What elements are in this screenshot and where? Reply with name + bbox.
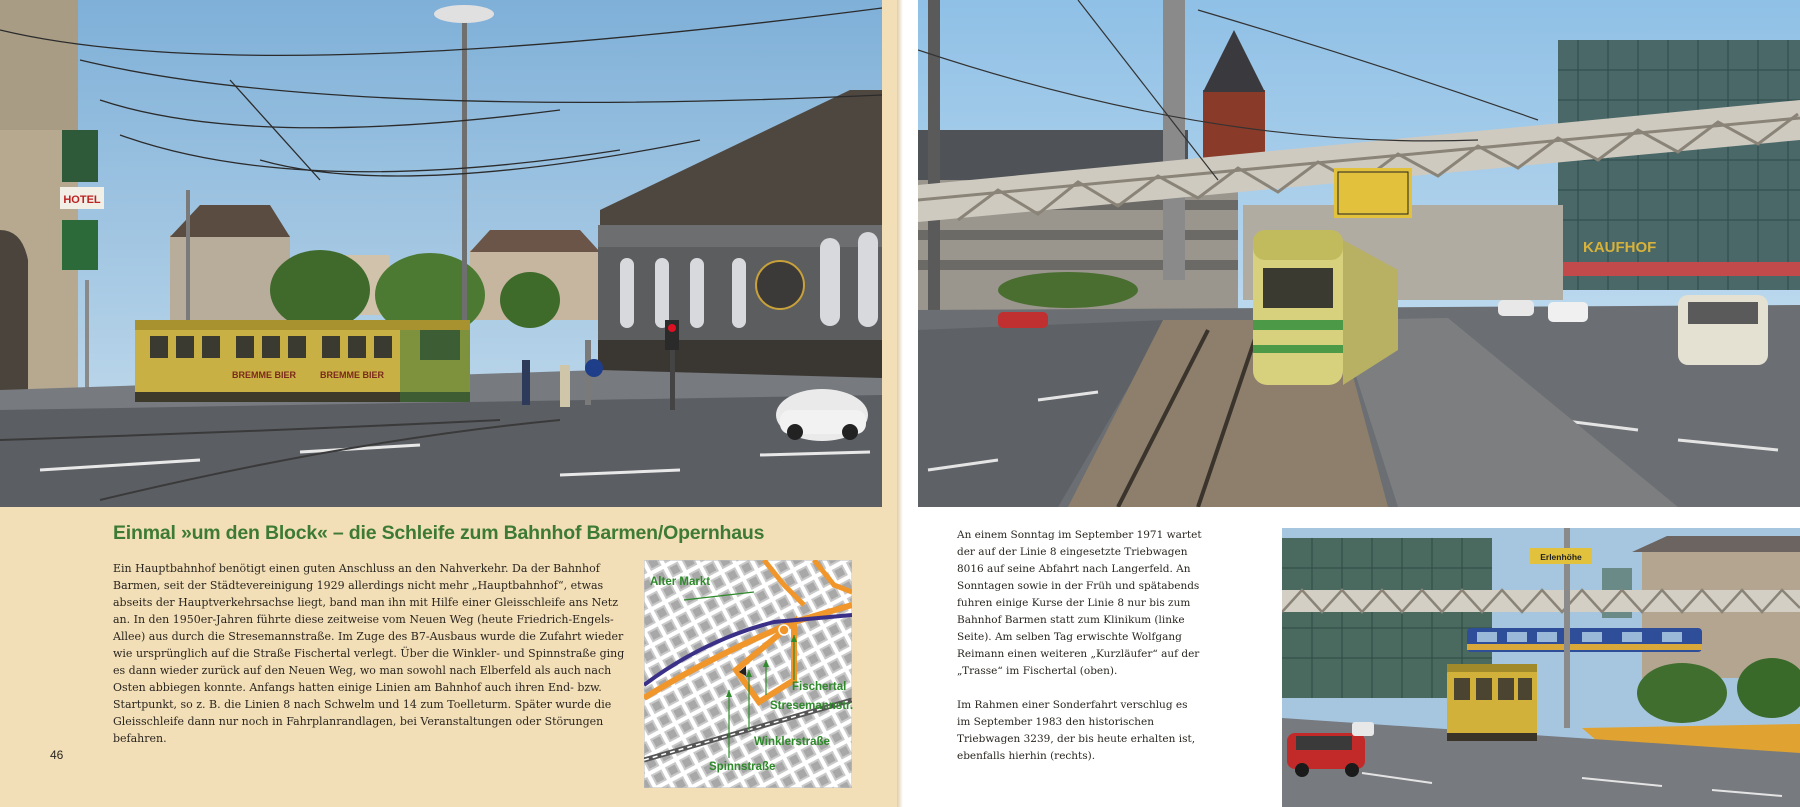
- map-label-spinnstrasse: Spinnstraße: [709, 761, 776, 773]
- route-map-graphic: [644, 560, 852, 788]
- photo-fischertal-tram: [918, 0, 1800, 507]
- photo-barmen-station-tram: [0, 0, 882, 507]
- caption-paragraph-2: Im Rahmen einer Sonderfahrt verschlug es im September 1983 den historischen Triebwagen 3239, der bis heute erhalten ist, ebenfalls hierhin (rechts).: [957, 699, 1196, 762]
- direction-sign: Erlenhöhe: [1540, 552, 1582, 562]
- hotel-sign: HOTEL: [63, 194, 101, 206]
- map-label-stresemannstr: Stresemannstr.: [770, 700, 854, 712]
- chapter-heading: Einmal »um den Block« – die Schleife zum Bahnhof Barmen/Opernhaus: [113, 522, 765, 544]
- route-map: [644, 560, 852, 788]
- photo-historic-tram-3239: [1282, 528, 1800, 807]
- body-text: Ein Hauptbahnhof benötigt einen guten Anschluss an den Nahverkehr. Da der Bahnhof Barmen, seit der Städtevereinigung 1929 allerdings nicht mehr „Hauptbahnhof“, etwas abseits der Hauptverkehrsachse liegt, band man ihn mit Hilfe einer Gleisschleife ans Netz an. In den 1950er-Jahren führte diese zeitweise vom Neuen Weg (heute Friedrich-Engels-Allee) aus durch die Stresemannstraße. Im Zuge des B7-Ausbaus wurde die Zufahrt wieder wie ursprünglich auf die Straße Fischertal verlegt. Über die Winkler- und Spinnstraße ging es dann wieder zurück auf den Neuen Weg, wo man sowohl nach Elberfeld als auch nach Osten abbiegen konnte. Anfangs hatten einige Linien am Bahnhof auch ihren End- bzw. Startpunkt, so z. B. die Linien 8 nach Schwelm und 14 zum Toelleturm. Später wurde die Gleisschleife dann nur noch in Fahrplanrandlagen, bei Veranstaltungen oder Störungen befahren.: [113, 562, 625, 745]
- caption-paragraph-1: An einem Sonntag im September 1971 wartet der auf der Linie 8 eingesetzte Triebwagen 8016 auf seine Abfahrt nach Langerfeld. An Sonntagen sowie in der Früh und spätabends fuhren einige Kurse der Linie 8 nur bis zum Bahnhof Barmen statt zum Klinikum (linke Seite). Am selben Tag erwischte Wolfgang Reimann einen weiteren „Kurzläufer“ auf der „Trasse“ im Fischertal (oben).: [957, 529, 1202, 677]
- kaufhof-sign: KAUFHOF: [1583, 239, 1657, 256]
- tram-ad-text: BREMME BIER: [320, 370, 385, 380]
- book-gutter: [897, 0, 903, 807]
- map-label-fischertal: Fischertal: [792, 681, 847, 693]
- tram-ad-text: BREMME BIER: [232, 370, 297, 380]
- photo-caption: [957, 527, 1202, 782]
- map-label-alter-markt: Alter Markt: [650, 576, 711, 588]
- map-label-winklerstrasse: Winklerstraße: [754, 736, 830, 748]
- page-number: 46: [50, 748, 64, 762]
